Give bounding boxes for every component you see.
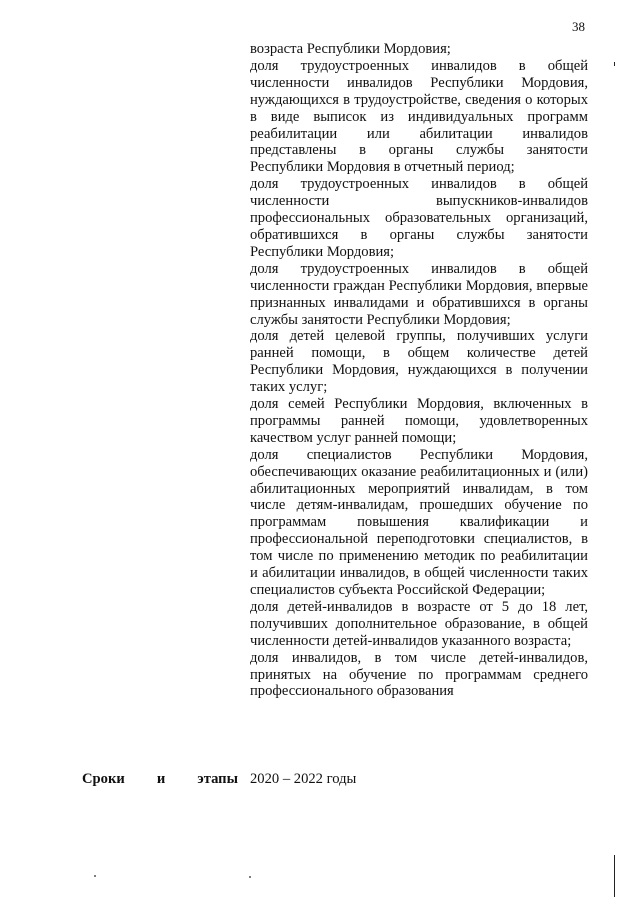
terms-label-word: и xyxy=(156,771,166,787)
indicator-paragraph: возраста Республики Мордовия; xyxy=(250,41,451,57)
scan-margin-line xyxy=(614,855,615,897)
indicator-paragraph: доля специалистов Республики Мордовия, обеспечивающих оказание реабилитационных и (или) абилитационных мероприятий инвалидам, в том числе детям-инвалидам, прошедших обучение по программам повышения квалификации и профессиональной переподготовки специалистов, в том числе по применению методик по реабилитации и абилитации инвалидов, в общей численности таких специалистов субъекта Российской Федерации; xyxy=(250,446,588,598)
indicator-paragraph: доля трудоустроенных инвалидов в общей численности выпускников-инвалидов профессиональных образовательных организаций, обратившихся в органы службы занятости Республики Мордовия; xyxy=(250,176,588,260)
terms-label xyxy=(82,771,238,788)
terms-row xyxy=(82,771,587,788)
page-number: 38 xyxy=(572,19,585,34)
indicator-paragraph: доля детей-инвалидов в возрасте от 5 до 18 лет, получивших дополнительное образование, в общей численности детей-инвалидов указанного возраста; xyxy=(250,598,588,649)
scan-artifact xyxy=(249,876,251,878)
indicator-paragraph: доля детей целевой группы, получивших услуги ранней помощи, в общем количестве детей Республики Мордовия, нуждающихся в получении таких услуг; xyxy=(250,328,588,396)
terms-label-word: этапы xyxy=(197,771,238,787)
indicator-paragraph: доля трудоустроенных инвалидов в общей численности инвалидов Республики Мордовия, нуждающихся в трудоустройстве, сведения о которых в виде выписок из индивидуальных программ реабилитации или абилитации инвалидов представлены в органы службы занятости Республики Мордовия в отчетный период; xyxy=(250,57,588,176)
indicator-paragraph: доля инвалидов, в том числе детей-инвалидов, принятых на обучение по программам среднего профессионального образования xyxy=(250,649,588,700)
indicator-paragraph: доля трудоустроенных инвалидов в общей численности граждан Республики Мордовия, впервые признанных инвалидами и обратившихся в органы службы занятости Республики Мордовия; xyxy=(250,260,588,328)
scan-margin-line xyxy=(614,62,615,66)
terms-label-word: Сроки xyxy=(82,771,125,787)
scan-artifact xyxy=(94,875,96,877)
indicator-paragraph: доля семей Республики Мордовия, включенных в программы ранней помощи, удовлетворенных качеством услуг ранней помощи; xyxy=(250,396,588,446)
terms-value: 2020 – 2022 годы xyxy=(250,771,357,787)
indicators-list xyxy=(250,41,588,700)
